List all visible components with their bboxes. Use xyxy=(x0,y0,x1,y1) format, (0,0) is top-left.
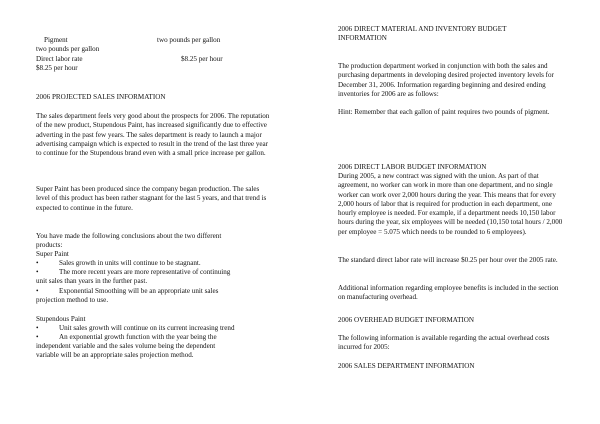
bullet-mark: • xyxy=(36,324,39,332)
conclusions-paragraph: You have made the following conclusions about the two different products: xyxy=(36,232,222,250)
stupendous-bullet-2-continuation-2: variable will be an appropriate sales projection method. xyxy=(36,351,194,359)
bullet-mark: • xyxy=(36,268,39,276)
stupendous-bullet-2-continuation-1: independent variable and the sales volume being the dependent xyxy=(36,342,216,350)
sales-info-heading: 2006 PROJECTED SALES INFORMATION xyxy=(36,93,166,101)
material-budget-paragraph: The production department worked in conjunction with both the sales and purchasing departments in developing desired projected inventory levels for December 31, 2006. Information regarding beginning and desired ending inventories for 2006 are as follows: xyxy=(338,62,554,98)
pigment-label: Pigment xyxy=(44,36,68,44)
stupendous-paint-label: Stupendous Paint xyxy=(36,315,86,323)
stupendous-bullet-1-text: Unit sales growth will continue on its current increasing trend xyxy=(59,324,235,332)
labor-rate-value-wrap: $8.25 per hour xyxy=(36,64,78,72)
pigment-value: two pounds per gallon xyxy=(157,36,221,44)
bullet-mark: • xyxy=(36,333,39,341)
labor-budget-paragraph: During 2005, a new contract was signed with the union. As part of that agreement, no worker can work in more than one department, and no single worker can work over 2,000 hours during the year. This means that for every 2,000 hours of labor that is required for production in each department, one hourly employee is needed. For example, if a department needs 10,150 labor hours during the year, six employees will be needed (10,150 total hours / 2,000 per employee = 5.075 which needs to be rounded to 6 employees). xyxy=(338,172,563,236)
material-budget-heading: 2006 DIRECT MATERIAL AND INVENTORY BUDGET INFORMATION xyxy=(338,25,507,43)
sales-department-heading: 2006 SALES DEPARTMENT INFORMATION xyxy=(338,362,475,370)
sales-outlook-paragraph: The sales department feels very good about the prospects for 2006. The reputation of the new product, Stupendous Paint, has increased significantly due to effective adverting in the past few years. The sales department is ready to launch a major advertising campaign which is expected to result in the trend of the last three year to continue for the Stupendous brand even with a small price increase per gallon. xyxy=(36,112,270,158)
bullet-mark: • xyxy=(36,259,39,267)
super-bullet-2-text: The more recent years are more representative of continuing xyxy=(59,268,231,276)
labor-rate-paragraph: The standard direct labor rate will increase $0.25 per hour over the 2005 rate. xyxy=(338,256,558,264)
pigment-value-wrap: two pounds per gallon xyxy=(36,45,100,53)
employee-benefits-paragraph: Additional information regarding employee benefits is included in the section on manufacturing overhead. xyxy=(338,284,559,302)
super-bullet-1-text: Sales growth in units will continue to be stagnant. xyxy=(59,259,201,267)
super-bullet-2-continuation: unit sales than years in the further past. xyxy=(36,277,148,285)
stupendous-bullet-2-text: An exponential growth function with the year being the xyxy=(59,333,217,341)
super-paint-label: Super Paint xyxy=(36,250,69,258)
super-paint-paragraph: Super Paint has been produced since the company began production. The sales level of this product has been rather stagnant for the last 5 years, and that trend is expected to continue in the future. xyxy=(36,185,267,212)
super-bullet-3-text: Exponential Smoothing will be an appropriate unit sales xyxy=(59,287,219,295)
bullet-mark: • xyxy=(36,287,39,295)
labor-rate-label: Direct labor rate xyxy=(36,55,83,63)
overhead-budget-paragraph: The following information is available regarding the actual overhead costs incurred for 2005: xyxy=(338,334,550,352)
labor-rate-value: $8.25 per hour xyxy=(181,55,223,63)
labor-budget-heading: 2006 DIRECT LABOR BUDGET INFORMATION xyxy=(338,163,487,171)
overhead-budget-heading: 2006 OVERHEAD BUDGET INFORMATION xyxy=(338,316,475,324)
pigment-hint: Hint: Remember that each gallon of paint requires two pounds of pigment. xyxy=(338,108,550,116)
super-bullet-3-continuation: projection method to use. xyxy=(36,296,109,304)
